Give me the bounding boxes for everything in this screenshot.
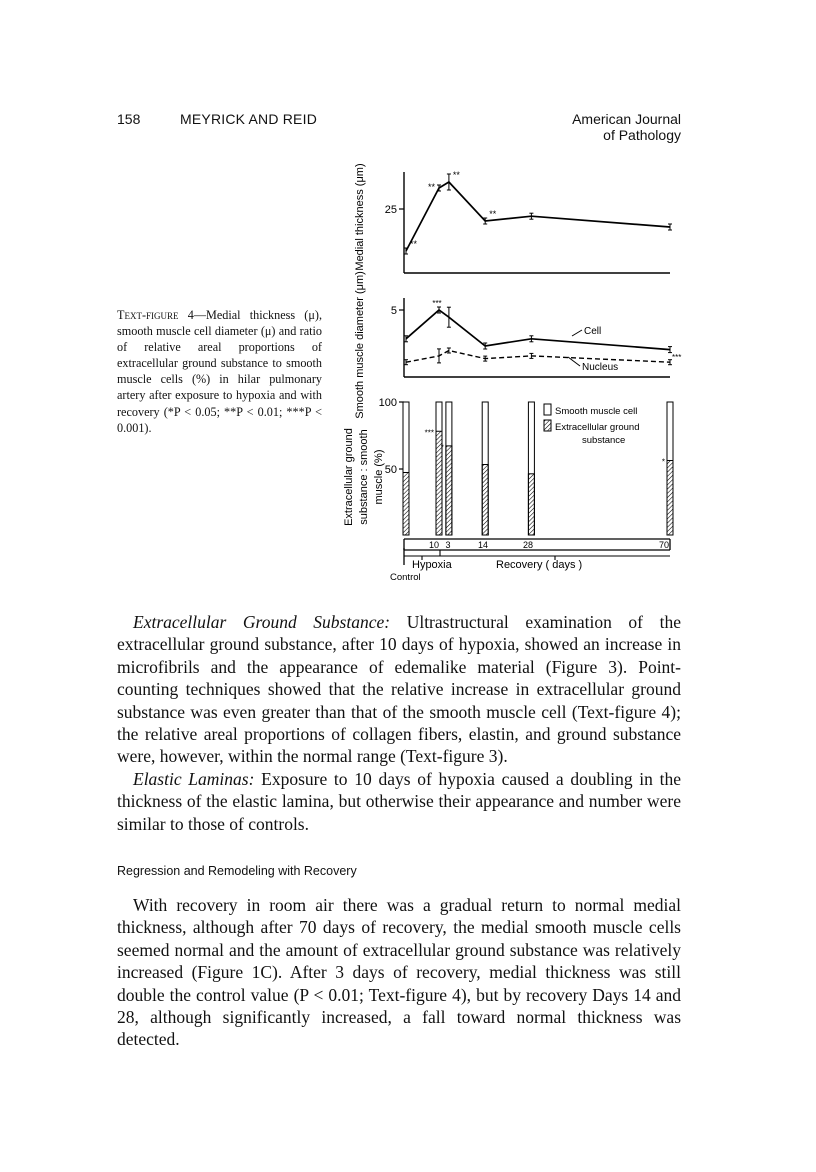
journal-line-1: American Journal bbox=[572, 111, 681, 127]
heading-elastic: Elastic Laminas: bbox=[133, 768, 255, 789]
p0-y-axis-label: Medial thickness (μm) bbox=[354, 163, 366, 271]
running-head-journal bbox=[572, 111, 681, 143]
phase-label-hypoxia: Hypoxia bbox=[412, 559, 452, 571]
caption-text: —Medial thickness (μ), smooth muscle cell diameter (μ) and ratio of relative areal proportions of extracellular ground substance to smooth muscle cells (%) in hilar pulmonary artery after exposure to hypoxia and with recovery (*P < 0.05; **P < 0.01; ***P < 0.001). bbox=[117, 308, 323, 435]
figure-caption bbox=[117, 307, 322, 436]
phase-label-recovery: Recovery ( days ) bbox=[496, 559, 583, 571]
bar-significance: * bbox=[440, 442, 444, 452]
diameter-significance: *** bbox=[432, 299, 442, 308]
cell-diameter-line bbox=[406, 310, 670, 350]
legend-nucleus: Nucleus bbox=[582, 362, 619, 373]
legend-cell: Cell bbox=[584, 326, 602, 337]
legend-extracellular-ground-line1: Extracellular ground bbox=[555, 422, 640, 433]
p2-y-tick-100: 100 bbox=[378, 397, 397, 409]
p2-y-axis-label-line1: Extracellular ground bbox=[343, 428, 355, 526]
nucleus-diameter-line bbox=[406, 351, 670, 363]
paragraph-elastic bbox=[117, 768, 681, 835]
extracellular-bar bbox=[403, 472, 409, 535]
paragraph-regression: With recovery in room air there was a gradual return to normal medial thickness, although after 70 days of recovery, the medial smooth muscle cells seemed normal and the amount of extracellular ground substance was relatively increased (Figure 1C). After 3 days of recovery, medial thickness was still double the control value (P < 0.01; Text-figure 4), but by recovery Days 14 and 28, although significantly increased, a fall toward normal thickness was detected. bbox=[117, 895, 681, 1050]
diameter-significance: *** bbox=[672, 353, 682, 363]
x-tick-3: 3 bbox=[445, 540, 451, 550]
control-label: Control bbox=[390, 572, 421, 583]
journal-line-2: of Pathology bbox=[603, 127, 681, 143]
extracellular-bar bbox=[667, 461, 673, 535]
p2-y-axis-label-line3: muscle (%) bbox=[373, 449, 385, 505]
p2-y-axis-label-line2: substance : smooth bbox=[358, 429, 370, 525]
p2-y-tick-50: 50 bbox=[384, 464, 397, 476]
x-tick-70: 70 bbox=[658, 540, 670, 550]
bar-significance: * bbox=[661, 457, 665, 467]
text-ground-substance: Ultrastructural examination of the extracellular ground substance, after 10 days of hypoxia, showed an increase in microfibrils and the appearance of edemalike material (Figure 3). Point-counting techniques showed that the relative increase in extracellular ground substance was even greater than that of the smooth muscle cell (Text-figure 4); the relative areal proportions of collagen fibers, elastin, and ground substance were, however, within the normal range (Text-figure 3). bbox=[117, 612, 681, 767]
medial-thickness-significance: ** bbox=[489, 209, 497, 219]
text-figure-4 bbox=[330, 160, 690, 585]
legend-smooth-muscle-cell: Smooth muscle cell bbox=[555, 406, 638, 417]
x-tick-28: 28 bbox=[522, 540, 534, 550]
medial-thickness-line bbox=[406, 182, 670, 251]
bar-significance: *** bbox=[424, 428, 434, 438]
medial-thickness-significance: ** bbox=[410, 239, 418, 249]
x-tick-14: 14 bbox=[477, 540, 489, 550]
medial-thickness-significance: ** bbox=[427, 182, 435, 192]
medial-thickness-significance: ** bbox=[452, 170, 460, 180]
regression-paragraph-wrapper bbox=[117, 894, 681, 1051]
caption-label: Text-figure 4 bbox=[117, 308, 194, 322]
extracellular-bar bbox=[446, 446, 452, 535]
paragraph-ground-substance bbox=[117, 611, 681, 768]
legend-extracellular-ground-line2: substance bbox=[582, 435, 626, 446]
heading-ground-substance: Extracellular Ground Substance: bbox=[133, 612, 391, 632]
x-tick-10: 10 bbox=[428, 540, 440, 550]
p0-y-tick-label: 25 bbox=[384, 204, 397, 216]
body-paragraphs bbox=[117, 611, 681, 835]
page-number: 158 bbox=[117, 111, 141, 127]
text-elastic: Exposure to 10 days of hypoxia caused a doubling in the thickness of the elastic lamina, but otherwise their appearance and number were similar to those of controls. bbox=[117, 768, 681, 834]
extracellular-bar bbox=[482, 465, 488, 535]
p1-y-axis-label: Smooth muscle diameter (μm) bbox=[354, 271, 366, 419]
extracellular-bar bbox=[528, 474, 534, 535]
section-heading: Regression and Remodeling with Recovery bbox=[117, 864, 357, 878]
p1-y-tick-label: 5 bbox=[390, 305, 397, 317]
running-head-authors: MEYRICK AND REID bbox=[180, 111, 317, 127]
